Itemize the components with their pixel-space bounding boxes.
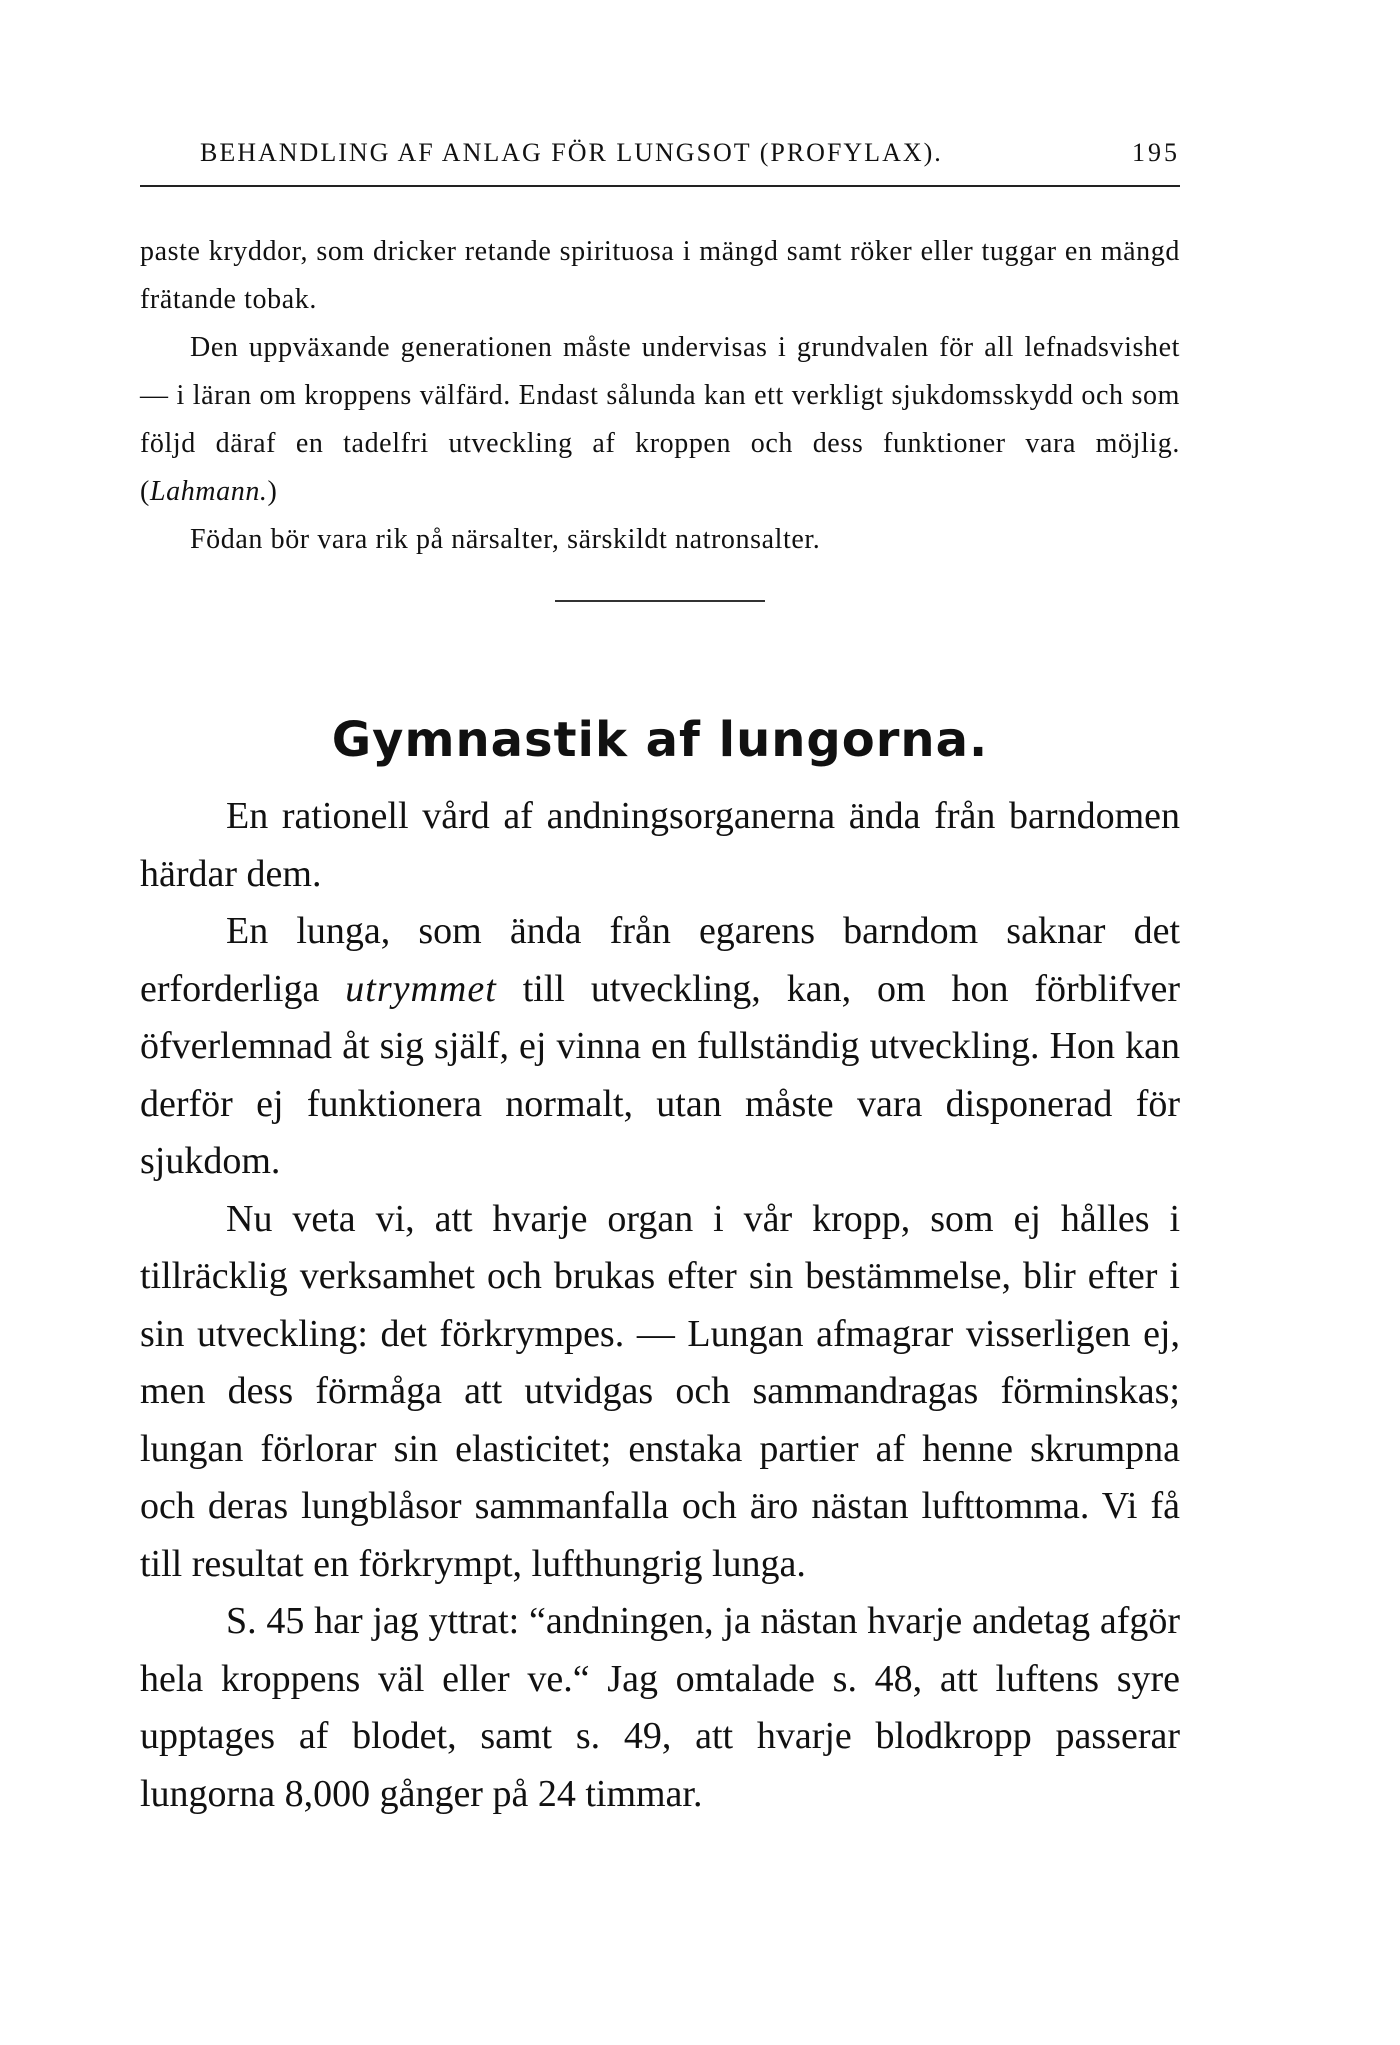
body-paragraph-3: Nu veta vi, att hvarje organ i vår kropp, som ej hålles i tillräcklig verksamhet och brukas efter sin bestämmelse, blir efter i sin utveckling: det förkrympes. — Lungan afmagrar visserligen ej, men dess förmåga att utvidgas och sammandragas förminskas; lungan förlorar sin elasticitet; enstaka partier af henne skrumpna och deras lungblåsor sammanfalla och äro nästan lufttomma. Vi få till resultat en förkrympt, lufthungrig lunga. <box>140 1197 1180 1585</box>
intro-paragraph-2 <box>140 324 1180 516</box>
citation-lahmann: Lahmann. <box>149 476 268 507</box>
emphasis-utrymmet: utrymmet <box>345 967 497 1010</box>
running-title: BEHANDLING AF ANLAG FÖR LUNGSOT (PROFYLAX). <box>200 138 943 167</box>
intro-paragraph-3: Födan bör vara rik på närsalter, särskildt natronsalter. <box>190 524 821 555</box>
intro-text <box>140 228 1180 564</box>
section-divider <box>555 600 765 602</box>
section-heading: Gymnastik af lungorna. <box>331 712 989 768</box>
running-header <box>200 138 1180 168</box>
body-paragraph-1: En rationell vård af andningsorganerna ända från barndomen härdar dem. <box>140 795 1180 895</box>
body-paragraph-2 <box>140 903 1180 1191</box>
body-paragraph-2-a: En lunga, som ända från egarens barndom saknar det erforderliga <box>140 910 1180 1010</box>
body-paragraph-4: S. 45 har jag yttrat: “andningen, ja nästan hvarje andetag afgör hela kroppens väl eller ve.“ Jag omtalade s. 48, att luftens syre upptages af blodet, samt s. 49, att hvarje blodkropp passerar lungorna 8,000 gånger på 24 timmar. <box>140 1600 1180 1815</box>
section-body <box>140 788 1180 1823</box>
header-rule <box>140 185 1180 187</box>
intro-paragraph-1: paste kryddor, som dricker retande spirituosa i mängd samt röker eller tuggar en mängd frätande tobak. <box>140 236 1180 315</box>
body-paragraph-2-b: till utveckling, kan, om hon förblifver öfverlemnad åt sig själf, ej vinna en fullständig utveckling. Hon kan derför ej funktionera normalt, utan måste vara disponerad för sjukdom. <box>140 967 1180 1182</box>
page-number: 195 <box>1132 138 1180 167</box>
intro-paragraph-2-text: Den uppväxande generationen måste undervisas i grundvalen för all lefnadsvishet — i läran om kroppens välfärd. Endast sålunda kan ett verkligt sjukdomsskydd och som följd däraf en tadelfri utveckling af kroppen och dess funktioner vara möjlig. ( <box>140 332 1180 507</box>
citation-close: ) <box>267 476 278 507</box>
